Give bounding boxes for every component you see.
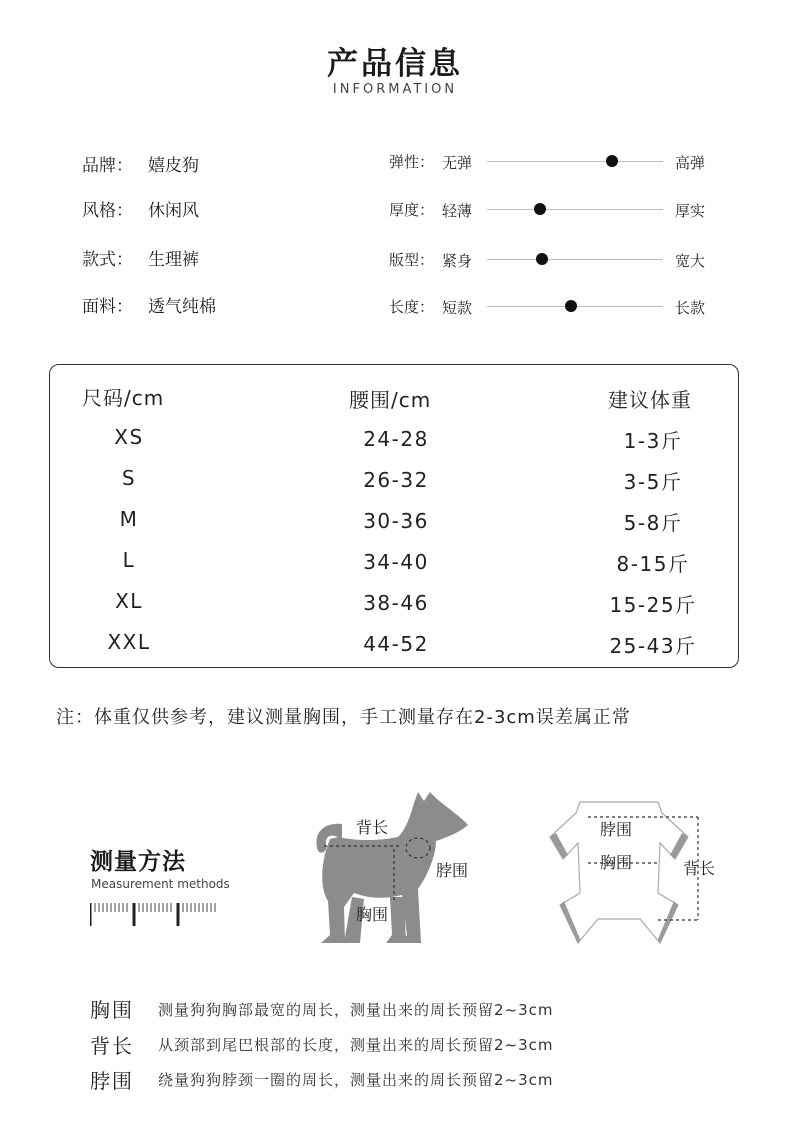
measurement-title: 测量方法 [90, 849, 186, 875]
garment-back-label: 背长 [683, 859, 716, 878]
waist-cell: 26-32 [363, 468, 429, 492]
garment-chest-label: 胸围 [600, 853, 633, 872]
size-note: 注：体重仅供参考，建议测量胸围，手工测量存在2-3cm误差属正常 [56, 707, 631, 728]
attribute-brand [82, 151, 199, 176]
weight-cell: 3-5斤 [623, 470, 683, 494]
scale-high-label: 宽大 [675, 252, 706, 270]
definition-text: 绕量狗狗脖颈一圈的周长，测量出来的周长预留2~3cm [158, 1071, 554, 1089]
attribute-fabric [82, 292, 216, 317]
scale-track [487, 259, 663, 260]
garment-measurement-diagram [540, 795, 730, 955]
scale-low-label: 轻薄 [442, 202, 473, 220]
scale-track [487, 161, 663, 162]
scale-high-label: 厚实 [675, 202, 706, 220]
weight-cell: 5-8斤 [623, 511, 683, 535]
waist-cell: 34-40 [363, 550, 429, 574]
size-cell: L [122, 548, 136, 572]
scale-high-label: 高弹 [675, 154, 706, 172]
attribute-label: 风格： [82, 201, 133, 221]
waist-cell: 44-52 [363, 632, 429, 656]
size-cell: S [121, 466, 137, 490]
waist-cell: 24-28 [363, 427, 429, 451]
weight-cell: 25-43斤 [609, 634, 697, 658]
waist-cell: 38-46 [363, 591, 429, 615]
ruler-icon [90, 900, 220, 930]
attribute-value: 嬉皮狗 [148, 156, 199, 176]
dog-back-label: 背长 [356, 818, 389, 837]
definition-term: 背长 [90, 1034, 134, 1058]
page-subtitle: INFORMATION [332, 82, 458, 97]
size-cell: M [119, 507, 139, 531]
definition-text: 测量狗狗胸部最宽的周长，测量出来的周长预留2~3cm [158, 1001, 554, 1019]
definition-text: 从颈部到尾巴根部的长度，测量出来的周长预留2~3cm [158, 1036, 554, 1054]
scale-marker [565, 300, 577, 312]
attribute-style [82, 196, 199, 221]
weight-header: 建议体重 [608, 388, 692, 412]
scale-low-label: 短款 [442, 299, 473, 317]
attribute-value: 休闲风 [148, 201, 199, 221]
scale-label: 厚度： [389, 201, 435, 219]
dog-chest-label: 胸围 [356, 905, 389, 924]
definition-term: 胸围 [90, 998, 134, 1022]
attribute-value: 生理裤 [148, 250, 199, 270]
attribute-label: 款式： [82, 250, 133, 270]
scale-label: 弹性： [389, 153, 435, 171]
weight-cell: 8-15斤 [616, 552, 690, 576]
attribute-label: 面料： [82, 297, 133, 317]
measurement-subtitle: Measurement methods [91, 877, 230, 891]
size-cell: XS [114, 425, 144, 449]
definition-term: 脖围 [90, 1069, 134, 1093]
dog-neck-label: 脖围 [436, 861, 469, 880]
scale-high-label: 长款 [675, 299, 706, 317]
weight-cell: 15-25斤 [609, 593, 697, 617]
scale-low-label: 紧身 [442, 252, 473, 270]
page-title: 产品信息 [327, 46, 463, 82]
size-cell: XL [115, 589, 143, 613]
waist-header: 腰围/cm [349, 388, 432, 412]
scale-marker [606, 155, 618, 167]
scale-low-label: 无弹 [442, 154, 473, 172]
weight-cell: 1-3斤 [623, 429, 683, 453]
scale-marker [534, 203, 546, 215]
scale-label: 长度： [389, 298, 435, 316]
scale-marker [536, 253, 548, 265]
size-cell: XXL [107, 630, 151, 654]
scale-label: 版型： [389, 251, 435, 269]
attribute-value: 透气纯棉 [148, 297, 216, 317]
waist-cell: 30-36 [363, 509, 429, 533]
attribute-label: 品牌： [82, 156, 133, 176]
size-header: 尺码/cm [82, 386, 165, 410]
scale-track [487, 209, 663, 210]
dog-measurement-diagram [290, 785, 490, 960]
garment-neck-label: 脖围 [600, 820, 633, 839]
attribute-type [82, 245, 199, 270]
